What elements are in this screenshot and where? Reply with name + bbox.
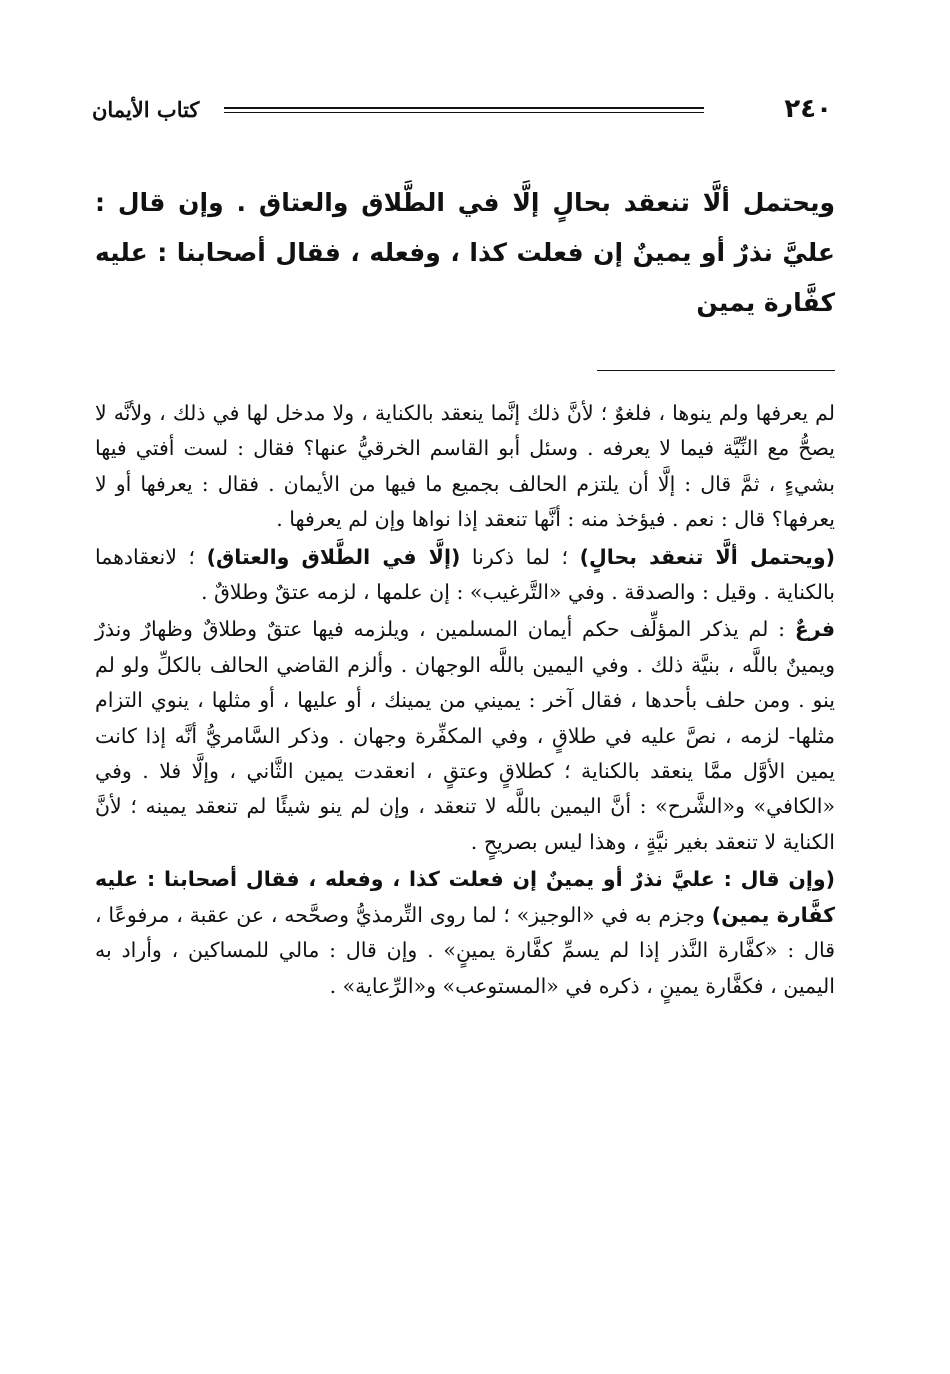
matn-text [95, 178, 835, 328]
quoted-matn: (وإن قال : عليَّ نذرٌ أو يمينٌ إن فعلت كذا ، وفعله ، فقال أصحابنا : عليه كفَّارة يمين) [95, 867, 835, 927]
footnote-separator [597, 370, 835, 371]
commentary-text [95, 396, 835, 1006]
page-number: ٢٤٠ [784, 94, 832, 124]
commentary-text-run: : لم يذكر المؤلِّف حكم أيمان المسلمين ، ويلزمه فيها عتقٌ وطلاقٌ وظهارٌ ونذرٌ ويمينٌ باللَّه ، بنيَّة ذلك . وفي اليمين باللَّه الوجهان . وألزم القاضي الحالف بالكلِّ ولو لم ينو . ومن حلف بأحدها ، فقال آخر : يميني من يمينك ، أو عليها ، أو مثلها ، ينوي التزام مثلها- لزمه ، نصَّ عليه في طلاقٍ ، وفي المكفِّرة وجهان . وذكر السَّامريُّ أنَّه إذا كانت يمين الأوَّل ممَّا ينعقد بالكناية ؛ كطلاقٍ وعتقٍ ، انعقدت يمين الثَّاني ، وإلَّا فلا . وفي «الكافي» و«الشَّرح» : أنَّ اليمين باللَّه لا تنعقد ، وإن لم ينو شيئًا لم تنعقد يمينه ؛ لأنَّ الكناية لا تنعقد بغير نيَّةٍ ، وهذا ليس بصريحٍ . [95, 617, 835, 854]
commentary-paragraph-1: لم يعرفها ولم ينوها ، فلغوٌ ؛ لأنَّ ذلك إنَّما ينعقد بالكناية ، ولا مدخل لها في ذلك ، ولأنَّه لا يصحُّ مع النِّيَّة فيما لا يعرفه . وسئل أبو القاسم الخرقيُّ عنها؟ فقال : لست أفتي فيها بشيءٍ ، ثمَّ قال : إلَّا أن يلتزم الحالف بجميع ما فيها من الأيمان . فقال : يعرفها أو لا يعرفها؟ قال : نعم . فيؤخذ منه : أنَّها تنعقد إذا نواها وإن لم يعرفها . [95, 401, 835, 532]
commentary-paragraph-4 [95, 862, 835, 1004]
commentary-text-run: ؛ لانعقادهما بالكناية . وقيل : والصدقة . وفي «التَّرغيب» : إن علمها ، لزمه عتقٌ وطلاقٌ . [95, 544, 835, 605]
running-title: كتاب الأيمان [92, 97, 200, 122]
commentary-paragraph-3 [95, 612, 835, 860]
commentary-text-run: ؛ لما ذكرنا [460, 544, 580, 569]
commentary-paragraph-2 [95, 540, 835, 611]
section-lead-word: فرعٌ [794, 617, 835, 642]
matn-paragraph: ويحتمل ألَّا تنعقد بحالٍ إلَّا في الطَّلاق والعتاق . وإن قال : عليَّ نذرٌ أو يمينٌ إن فعلت كذا ، وفعله ، فقال أصحابنا : عليه كفَّارة يمين [95, 188, 835, 317]
quoted-matn: (إلَّا في الطَّلاق والعتاق) [206, 544, 461, 569]
commentary-text-run: وجزم به في «الوجيز» ؛ لما روى التِّرمذيُّ وصحَّحه ، عن عقبة ، مرفوعًا ، قال : «كفَّارة النَّذر إذا لم يسمِّ كفَّارة يمينٍ» . وإن قال : مالي للمساكين ، وأراد به اليمين ، فكفَّارة يمينٍ ، ذكره في «المستوعب» و«الرِّعاية» . [95, 902, 835, 998]
header-rule [224, 107, 704, 113]
page-header [92, 94, 832, 130]
quoted-matn: (ويحتمل ألَّا تنعقد بحالٍ) [579, 544, 835, 569]
